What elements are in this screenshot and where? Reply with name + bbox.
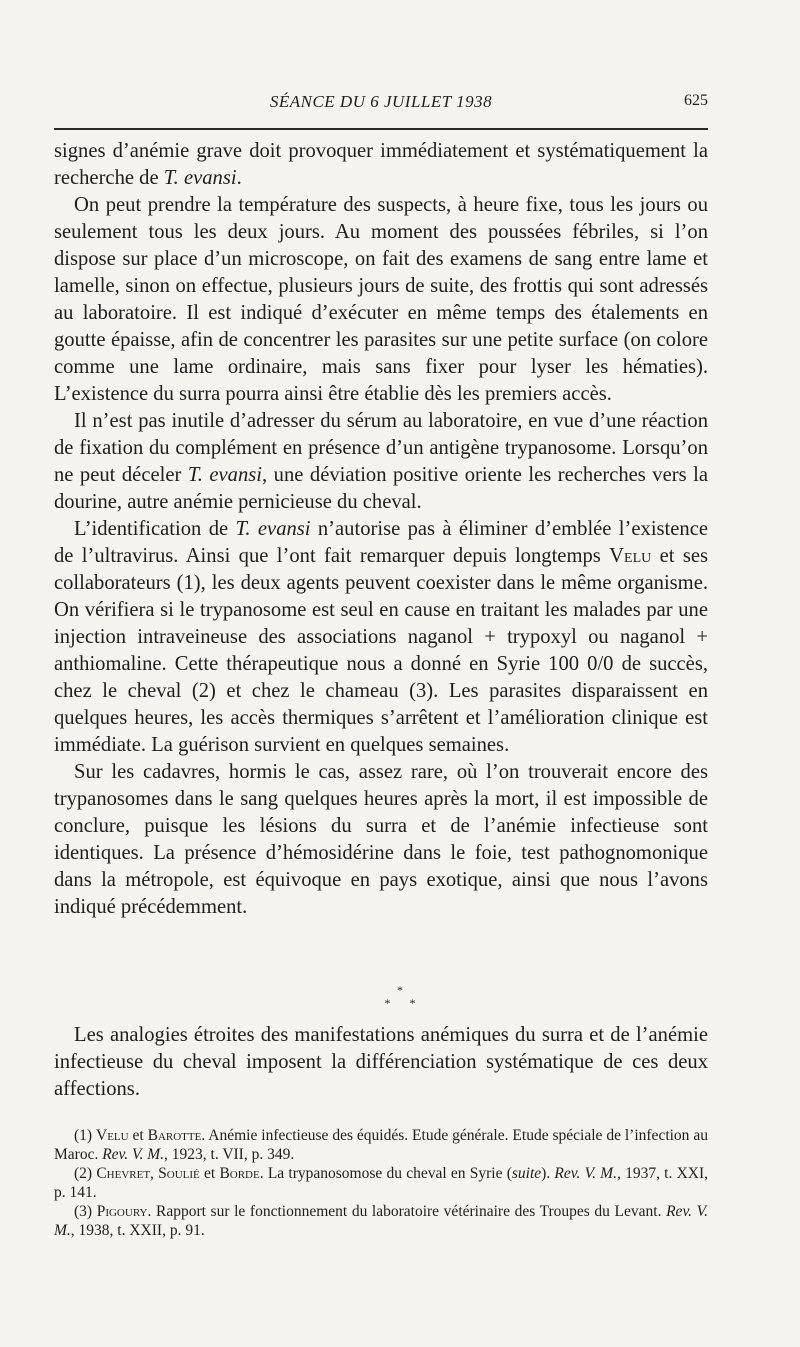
- author-name: Barotte: [147, 1127, 202, 1144]
- author-name: Chevret: [96, 1165, 151, 1182]
- text-run: L’identification de: [74, 518, 236, 540]
- footnote: [54, 1126, 708, 1164]
- body-text: [54, 138, 708, 921]
- italic-text: Rev. V. M.: [54, 1203, 709, 1239]
- text-run: et: [199, 1165, 220, 1182]
- footnotes: [54, 1126, 708, 1240]
- text-run: . Anémie infectieuse des équidés. Etude générale. Etude spéciale de l’infection au Maroc.: [54, 1127, 708, 1163]
- text-run: ).: [541, 1165, 555, 1182]
- italic-text: T. evansi: [163, 167, 237, 189]
- page-header: [54, 88, 708, 118]
- text-run: Sur les cadavres, hormis le cas, assez rare, où l’on trouverait encore des trypanosomes dans le sang quelques heures après la mort, il est impossible de conclure, puisque les lésions du surra et de l’anémie infectieuse sont identiques. La présence d’hémosidérine dans le foie, test pathognomonique dans la métropole, est équivoque en pays exotique, ainsi que nous l’avons indiqué précédemment.: [54, 761, 708, 918]
- text-run: , 1937, t. XXI, p. 141.: [54, 1165, 709, 1201]
- final-paragraph: Les analogies étroites des manifestations anémiques du surra et de l’anémie infectieuse du cheval imposent la différenciation systématique de ces deux affections.: [54, 1024, 708, 1100]
- text-run: On peut prendre la température des suspects, à heure fixe, tous les jours ou seulement tous les deux jours. Au moment des poussées fébriles, si l’on dispose sur place d’un microscope, on fait des examens de sang entre lame et lamelle, sinon on effectue, plusieurs jours de suite, des frottis qui sont adressés au laboratoire. Il est indiqué d’exécuter en même temps des étalements en goutte épaisse, afin de concentrer les parasites sur une petite surface (on colore comme une lame ordinaire, mais sans fixer pour lyser les hématies). L’existence du surra pourra ainsi être établie dès les premiers accès.: [54, 194, 708, 405]
- paragraph: [54, 138, 708, 192]
- italic-text: suite: [511, 1165, 542, 1182]
- text-run: , 1923, t. VII, p. 349.: [164, 1146, 295, 1163]
- text-run: ,: [150, 1165, 159, 1182]
- text-run: (2): [74, 1165, 97, 1182]
- paragraph: [54, 759, 708, 921]
- italic-text: Rev. V. M.: [554, 1165, 617, 1182]
- conclusion-text: [54, 1022, 708, 1103]
- author-name: Borde: [219, 1165, 260, 1182]
- section-separator: [0, 984, 800, 1010]
- text-run: .: [236, 167, 242, 189]
- asterisk-top: *: [397, 983, 403, 997]
- text-run: . La trypanosomose du cheval en Syrie (: [259, 1165, 512, 1182]
- italic-text: T. evansi: [235, 518, 311, 540]
- author-name: Velu: [96, 1127, 129, 1144]
- text-run: , une déviation positive oriente les recherches vers la dourine, autre anémie pernicieuse du cheval.: [54, 464, 708, 513]
- text-run: n’autorise pas à éliminer d’emblée l’existence de l’ultravirus. Ainsi que l’ont fait remarquer depuis longtemps: [54, 518, 708, 567]
- author-name: Velu: [609, 545, 652, 567]
- text-run: , 1938, t. XXII, p. 91.: [70, 1222, 205, 1239]
- text-run: . Rapport sur le fonctionnement du laboratoire vétérinaire des Troupes du Levant.: [147, 1203, 667, 1220]
- page-number: 625: [684, 92, 708, 109]
- text-run: et ses collaborateurs (1), les deux agents peuvent coexister dans le même organisme. On vérifiera si le trypanosome est seul en cause en traitant les malades par une injection intraveineuse des associations naganol + trypoxyl ou naganol + anthiomaline. Cette thérapeutique nous a donné en Syrie 100 0/0 de succès, chez le cheval (2) et chez le chameau (3). Les parasites disparaissent en quelques heures, les accès thermiques s’arrêtent et l’amélioration clinique est immédiate. La guérison survient en quelques semaines.: [54, 545, 708, 756]
- author-name: Pigoury: [96, 1203, 148, 1220]
- text-run: Il n’est pas inutile d’adresser du sérum au laboratoire, en vue d’une réaction de fixation du complément en présence d’un antigène trypanosome. Lorsqu’on ne peut déceler: [54, 410, 708, 486]
- italic-text: Rev. V. M.: [102, 1146, 165, 1163]
- footnote: [54, 1202, 708, 1240]
- header-rule: [54, 128, 708, 130]
- italic-text: T. evansi: [187, 464, 263, 486]
- paragraph: [54, 408, 708, 516]
- paragraph: [54, 192, 708, 408]
- text-run: (3): [74, 1203, 97, 1220]
- footnote: [54, 1164, 708, 1202]
- text-run: signes d’anémie grave doit provoquer immédiatement et systématiquement la recherche de: [54, 140, 708, 189]
- paragraph: [54, 516, 708, 759]
- text-run: (1): [74, 1127, 96, 1144]
- text-run: et: [128, 1127, 148, 1144]
- author-name: Soulié: [158, 1165, 200, 1182]
- asterisk-bottom: * *: [384, 996, 424, 1010]
- running-title: SÉANCE DU 6 JUILLET 1938: [269, 92, 493, 111]
